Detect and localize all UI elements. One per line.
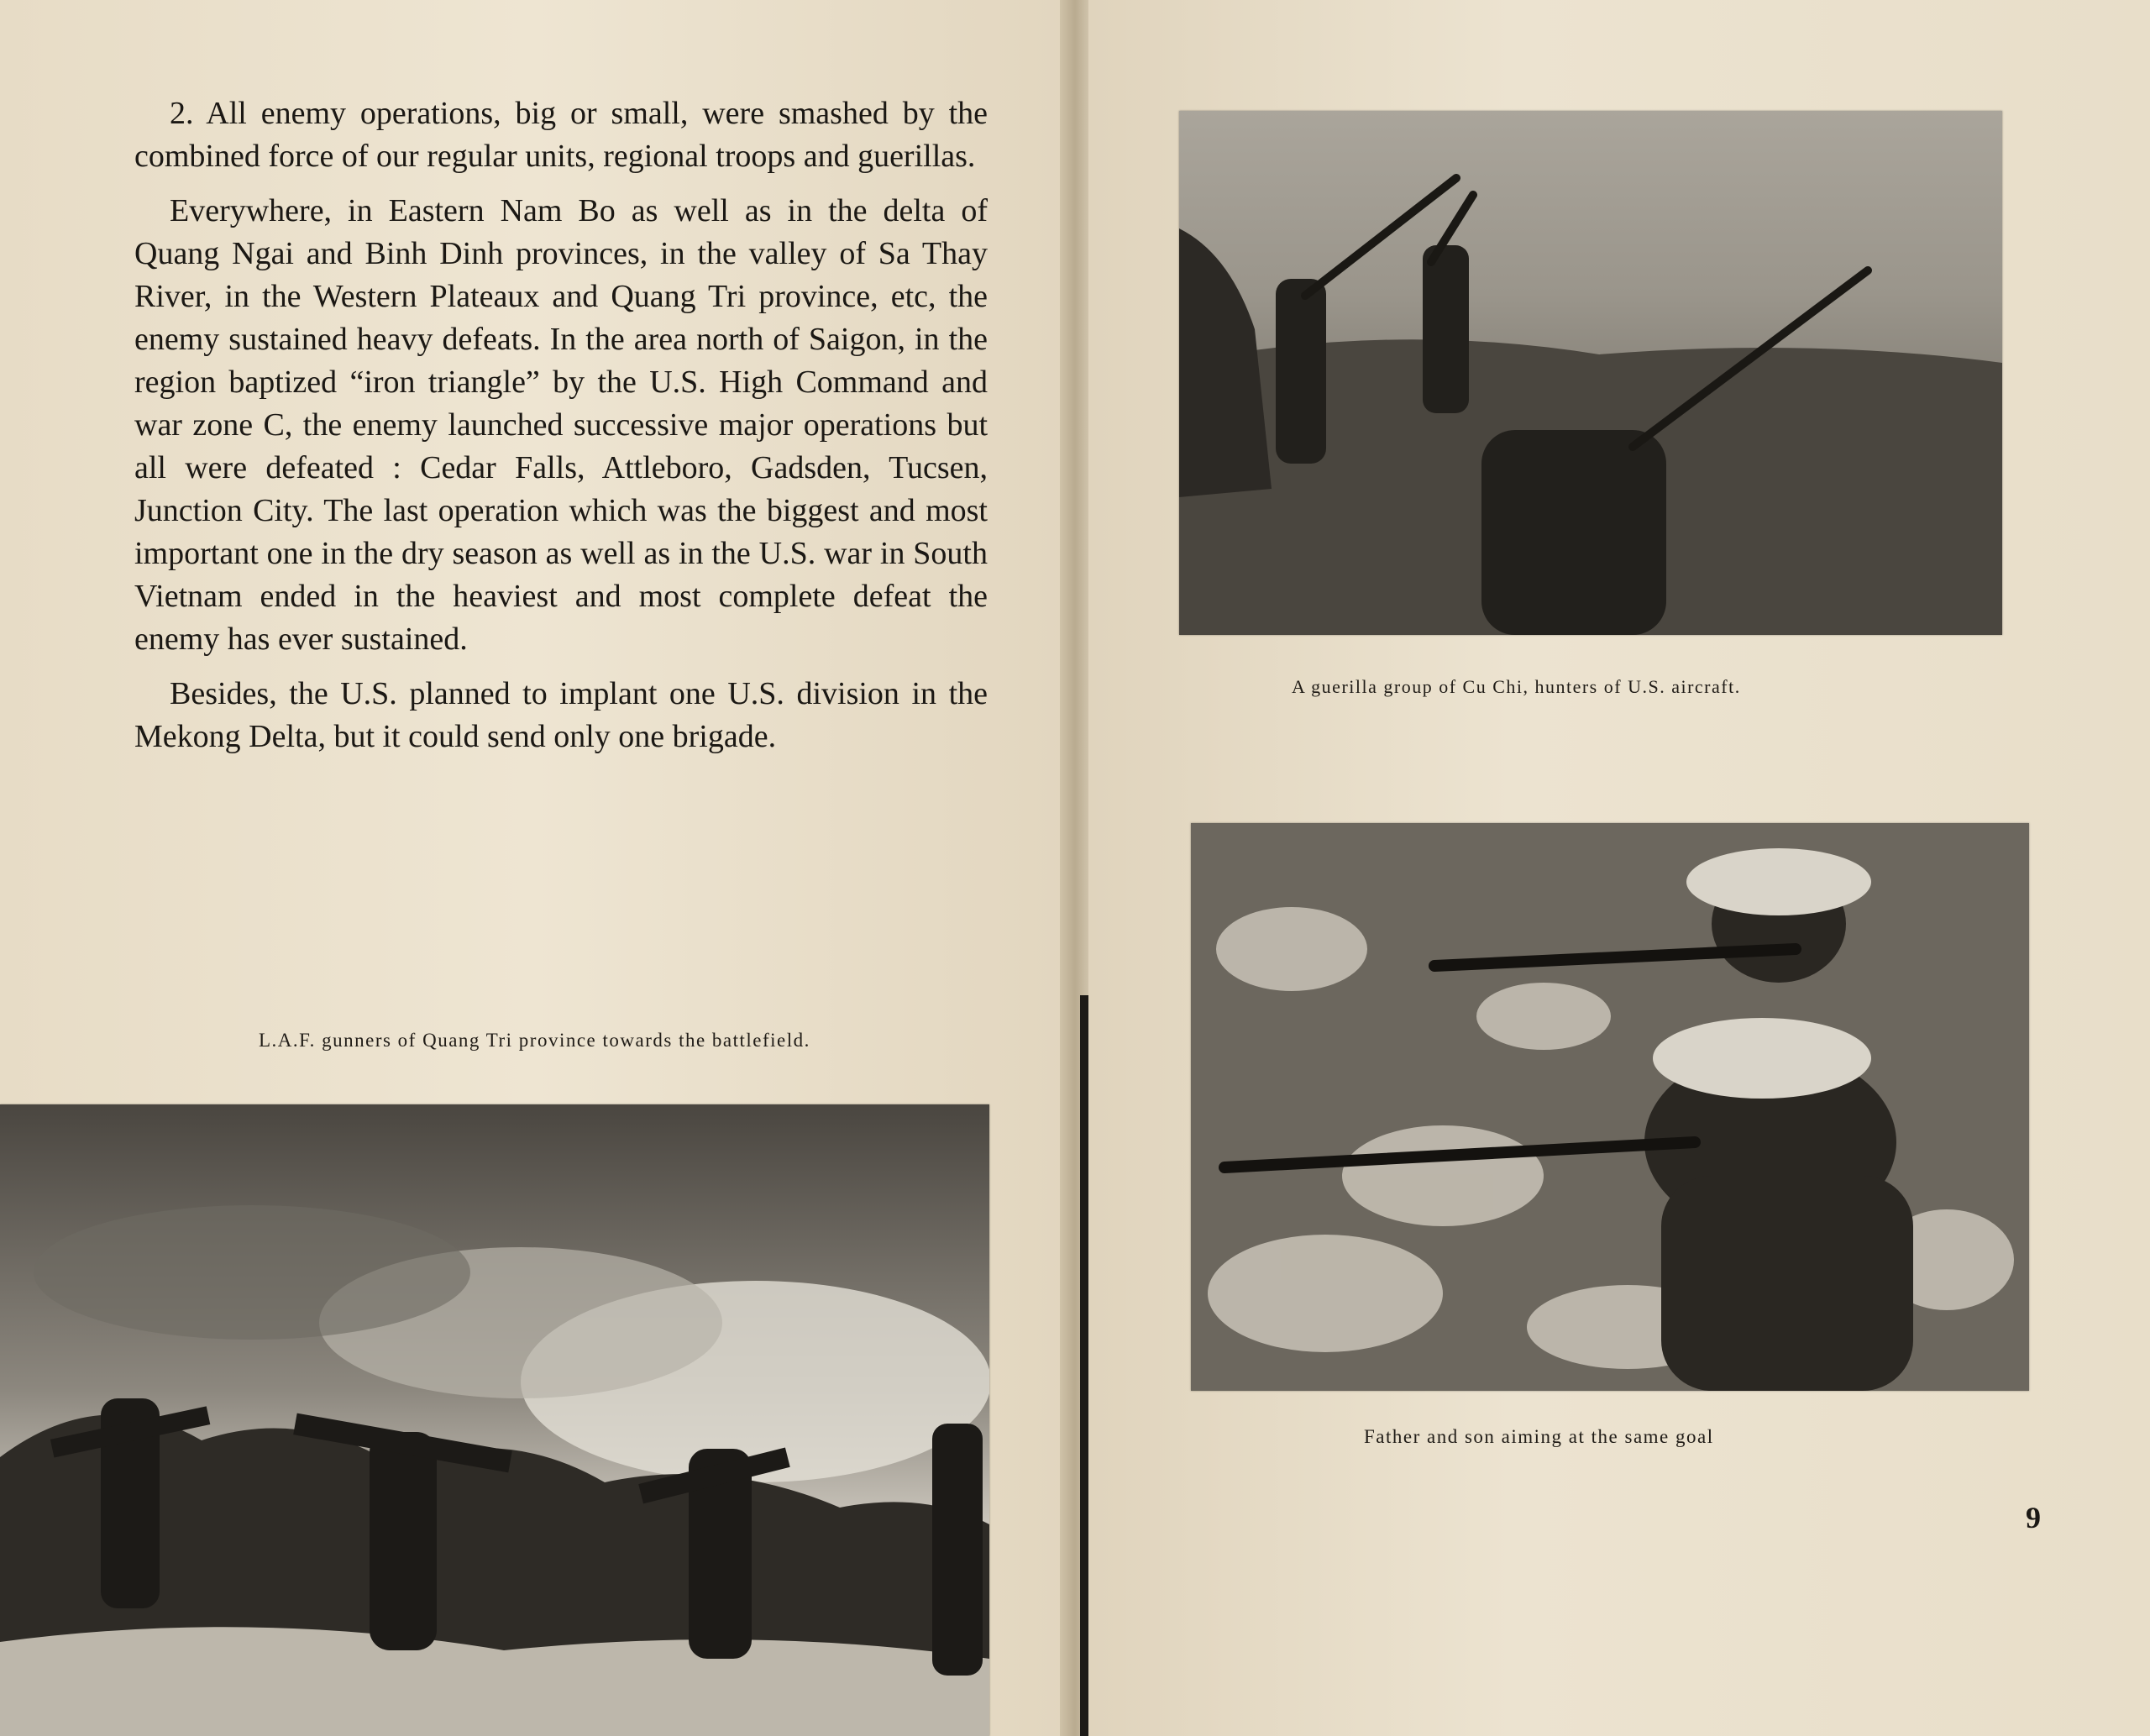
father-son-photo-caption: Father and son aiming at the same goal [1364, 1426, 1714, 1447]
gunners-photo [0, 1104, 989, 1736]
paragraph-2: Everywhere, in Eastern Nam Bo as well as in the delta of Quang Ngai and Binh Dinh provinces, in the valley of Sa Thay River, in the Western Plateaux and Quang Tri province, etc, the enemy sustained heavy defeats. In the area north of Saigon, in the region baptized “iron triangle” by the U.S. High Command and war zone C, the enemy launched successive major operations but all were defeated : Cedar Falls, Attleboro, Gadsden, Tucsen, Junction City. The last operation which was the biggest and most important one in the dry season as well as in the U.S. war in South Vietnam ended in the heaviest and most complete defeat the enemy has ever sustained. [134, 193, 988, 657]
paragraph-1: 2. All enemy operations, big or small, were smashed by the combined force of our regular units, regional troops and guerillas. [134, 96, 988, 174]
guerilla-photo-caption: A guerilla group of Cu Chi, hunters of U.S. aircraft. [1292, 676, 1741, 697]
father-son-photo [1191, 823, 2029, 1391]
gunners-photo-caption: L.A.F. gunners of Quang Tri province towards the battlefield. [259, 1030, 810, 1051]
guerilla-group-photo [1179, 111, 2002, 635]
page-number: 9 [2026, 1501, 2041, 1534]
paragraph-3: Besides, the U.S. planned to implant one U.S. division in the Mekong Delta, but it could send only one brigade. [134, 676, 988, 754]
left-page [0, 0, 1067, 1736]
spine-shadow [1080, 995, 1088, 1736]
body-text [134, 92, 988, 770]
